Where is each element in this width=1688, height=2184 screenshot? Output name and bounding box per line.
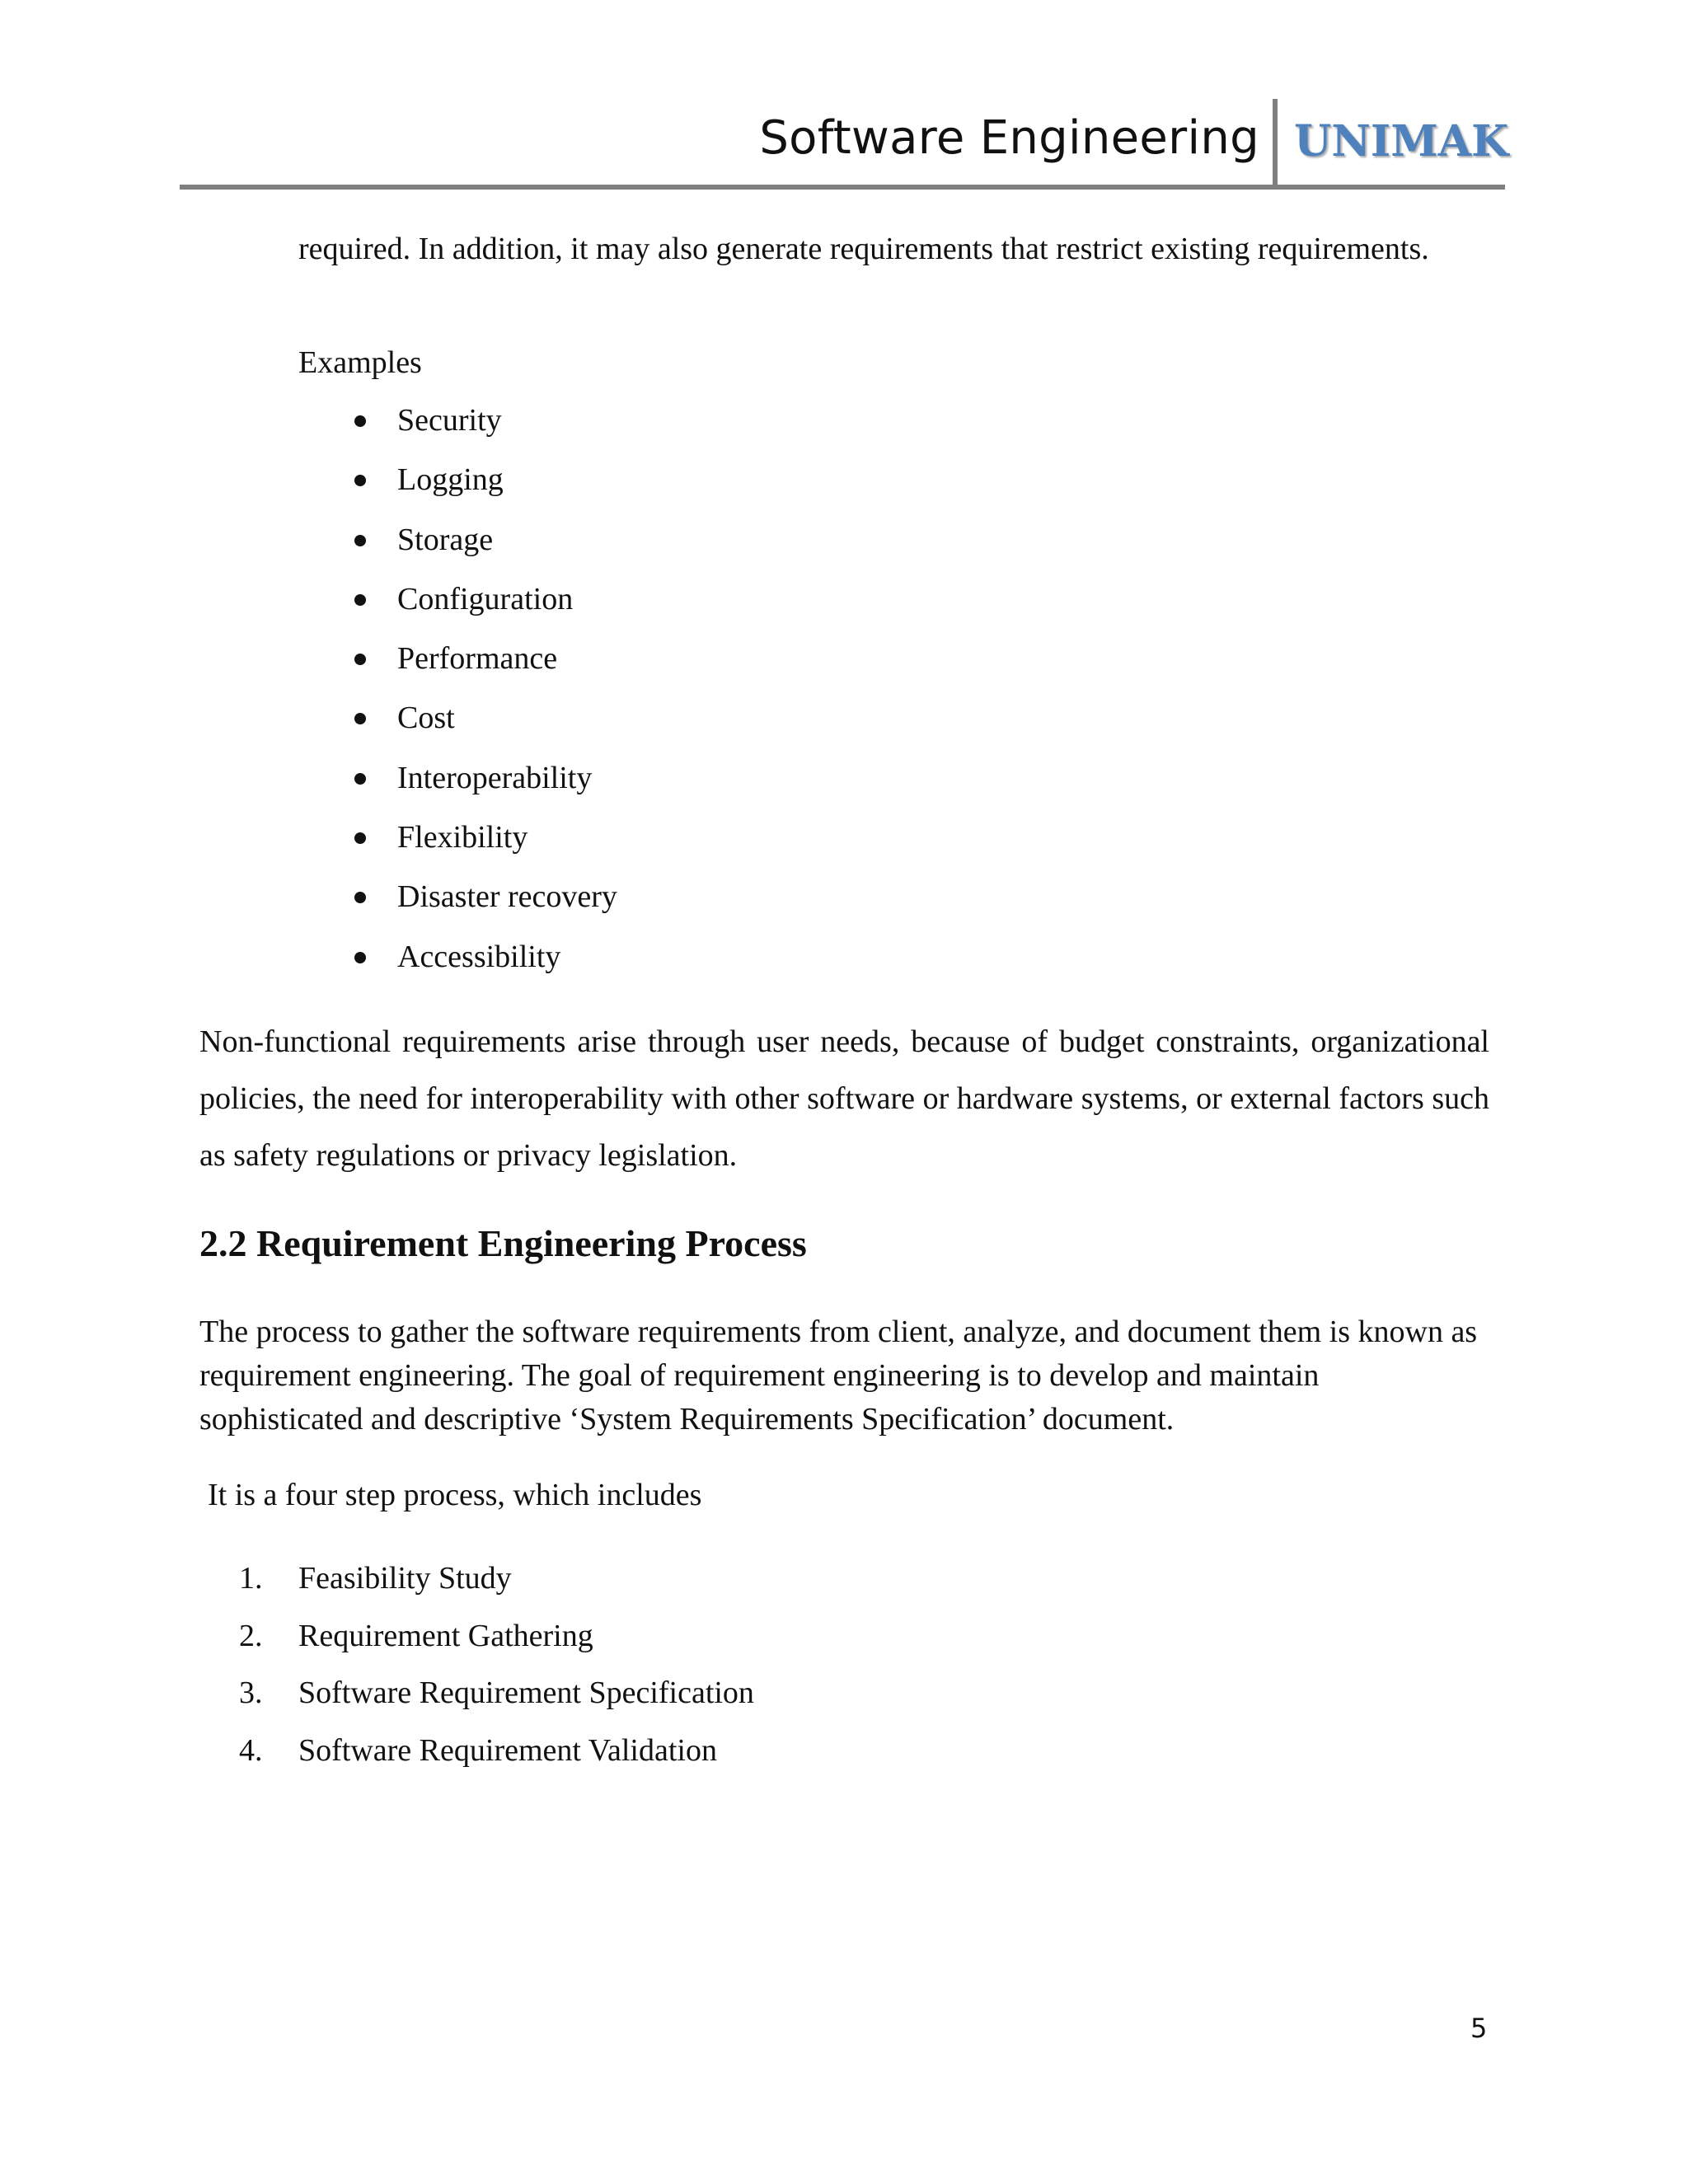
list-item-text: Storage — [397, 522, 494, 557]
list-item — [346, 688, 617, 748]
list-number: 3. — [239, 1675, 263, 1710]
process-paragraph: The process to gather the software requirements from client, analyze, and document them is known as requirement engineering. The goal of requirement engineering is to develop and maintain sophisticated and descriptive ‘System Requirements Specification’ document. — [199, 1315, 1478, 1436]
bullet-icon — [354, 713, 366, 724]
list-item — [346, 927, 617, 987]
list-item — [239, 1607, 754, 1665]
four-step-intro: It is a four step process, which includes — [208, 1478, 702, 1512]
list-item-text: Interoperability — [397, 760, 593, 795]
list-number: 2. — [239, 1618, 263, 1653]
list-item-text: Logging — [397, 462, 504, 498]
bullet-icon — [354, 892, 366, 903]
list-item-text: Feasibility Study — [298, 1561, 512, 1596]
list-number: 1. — [239, 1561, 263, 1596]
bullet-icon — [354, 594, 366, 606]
bullet-icon — [354, 654, 366, 665]
nonfunctional-paragraph: Non-functional requirements arise through user needs, because of budget constraints, organizational policies, the need for interoperability with other software or hardware systems, or external factors such as safety regulations or privacy legislation. — [199, 1024, 1489, 1173]
list-item-text: Performance — [397, 641, 558, 677]
list-item-text: Configuration — [397, 581, 574, 616]
list-item-text: Software Requirement Specification — [298, 1675, 754, 1710]
list-item — [346, 808, 617, 867]
bullet-icon — [354, 832, 366, 844]
header-rule — [180, 185, 1505, 190]
list-item-text: Accessibility — [397, 939, 561, 974]
bullet-icon — [354, 535, 366, 546]
list-item — [239, 1722, 754, 1779]
page-number: 5 — [1470, 2013, 1488, 2044]
steps-list — [239, 1549, 754, 1779]
running-header-title: Software Engineering — [759, 111, 1259, 165]
list-item — [346, 450, 617, 509]
header-divider — [1273, 99, 1278, 186]
list-item-text: Software Requirement Validation — [298, 1732, 717, 1768]
bullet-icon — [354, 475, 366, 486]
list-item — [346, 748, 617, 808]
list-item-text: Requirement Gathering — [298, 1618, 593, 1653]
list-item — [346, 629, 617, 688]
list-item-text: Security — [397, 403, 502, 438]
continuation-paragraph: required. In addition, it may also generate requirements that restrict existing requirements. — [298, 232, 1429, 266]
bullet-icon — [354, 415, 366, 427]
list-item-text: Flexibility — [397, 820, 528, 855]
list-item — [346, 391, 617, 450]
list-item — [239, 1664, 754, 1722]
running-header-brand: UNIMAK — [1294, 116, 1509, 166]
examples-label: Examples — [298, 345, 422, 380]
list-number: 4. — [239, 1732, 263, 1768]
bullet-icon — [354, 952, 366, 963]
section-heading: 2.2 Requirement Engineering Process — [199, 1222, 807, 1264]
list-item-text: Disaster recovery — [397, 879, 617, 915]
list-item-text: Cost — [397, 701, 455, 736]
bullet-icon — [354, 773, 366, 785]
list-item — [239, 1549, 754, 1607]
list-item — [346, 867, 617, 926]
list-item — [346, 569, 617, 629]
examples-list — [346, 391, 617, 987]
list-item — [346, 510, 617, 569]
